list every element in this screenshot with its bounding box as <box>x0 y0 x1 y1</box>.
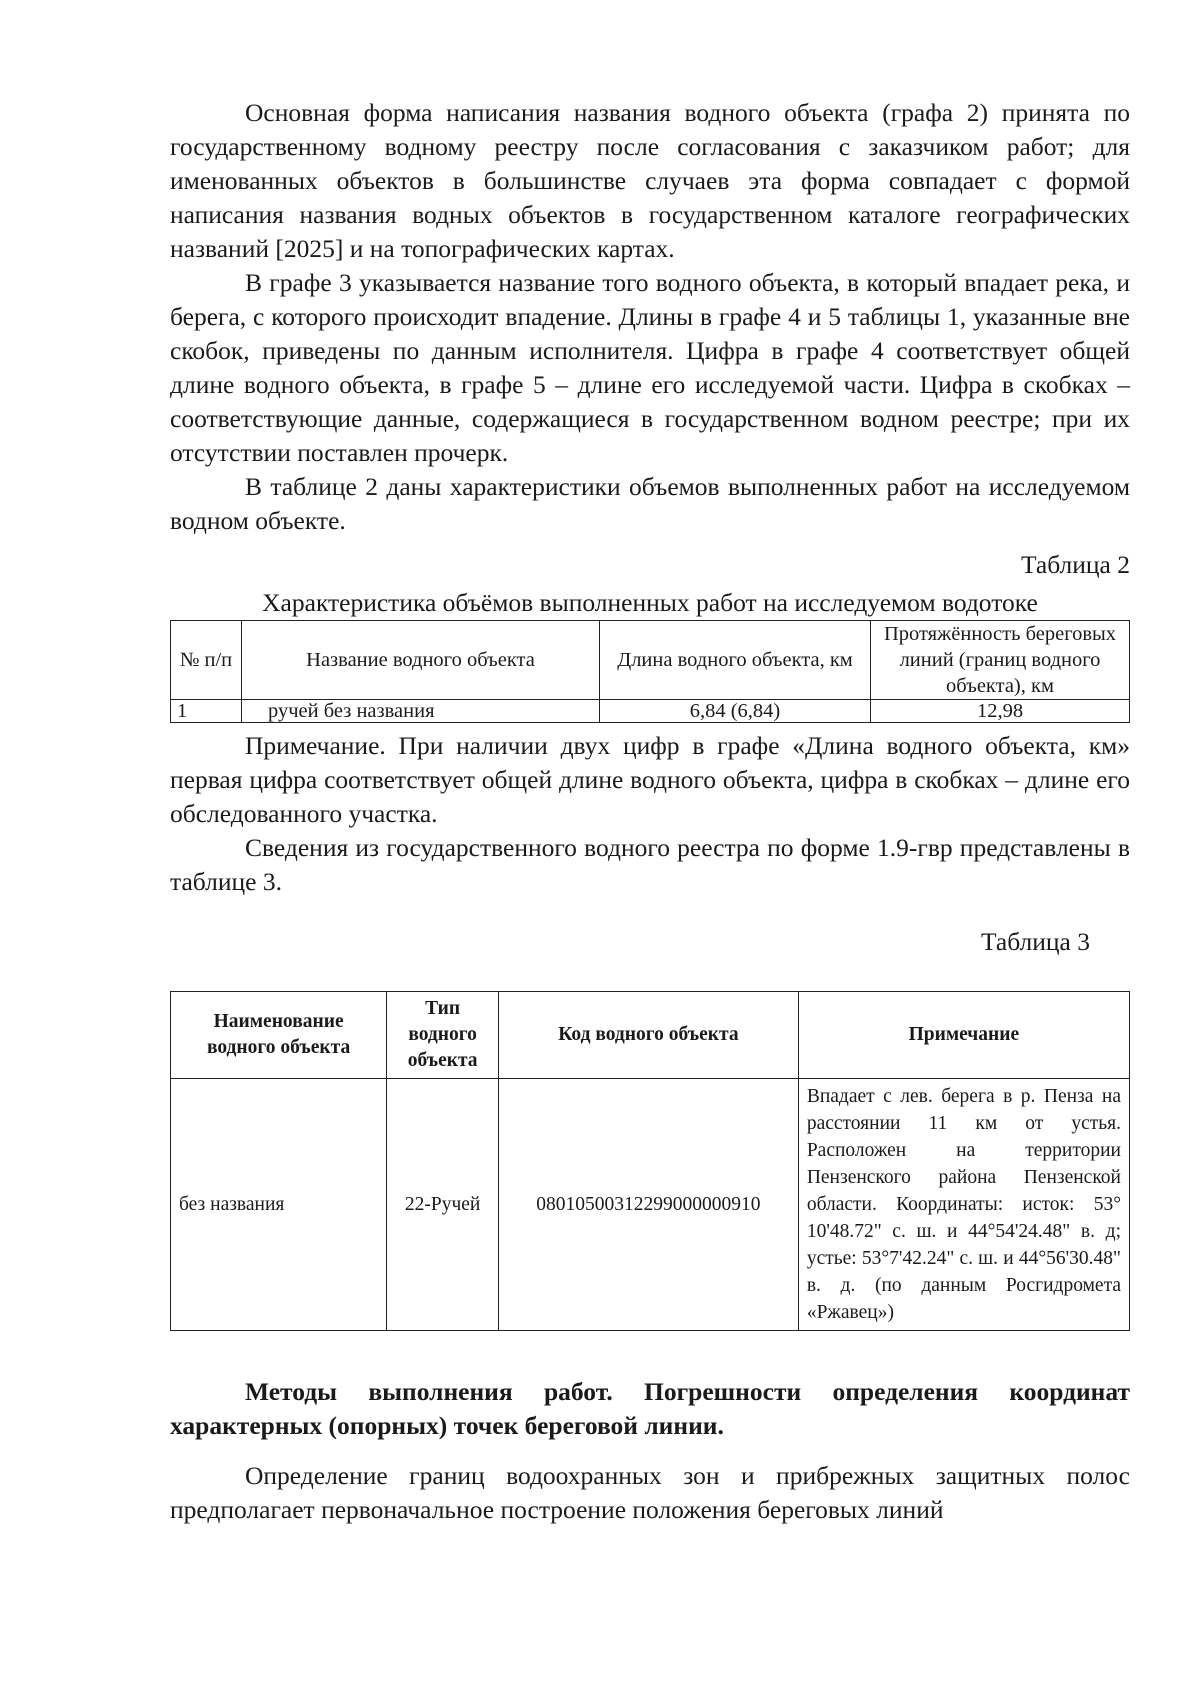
table-2-header-length: Длина водного объекта, км <box>600 621 871 700</box>
paragraph-1: Основная форма написания названия водного объекта (графа 2) принята по государственному водному реестру после согласования с заказчиком работ; для именованных объектов в большинстве случаев эта форма совпадает с формой написания названия водных объектов в государственном каталоге географических названий [2025] и на топографических картах. <box>170 98 1130 263</box>
table-3-label: Таблица 3 <box>980 927 1090 956</box>
section-heading: Методы выполнения работ. Погрешности определения координат характерных (опорных) точек береговой линии. <box>170 1377 1130 1440</box>
table-3-header-note: Примечание <box>798 992 1129 1079</box>
table-3-header-name: Наименование водного объекта <box>171 992 387 1079</box>
table-3-cell-code: 08010500312299000000910 <box>499 1079 799 1331</box>
table-3-header-code: Код водного объекта <box>499 992 799 1079</box>
paragraph-3: В таблице 2 даны характеристики объемов выполненных работ на исследуемом водном объекте. <box>170 472 1130 535</box>
table-2-cell-name: ручей без названия <box>242 700 600 723</box>
table-3-cell-name: без названия <box>171 1079 387 1331</box>
table-3-cell-type: 22-Ручей <box>387 1079 499 1331</box>
closing-paragraph: Определение границ водоохранных зон и прибрежных защитных полос предполагает первоначальное построение положения береговых линий <box>170 1461 1130 1524</box>
table-3 <box>170 991 1130 1331</box>
table-2-cell-num: 1 <box>171 700 242 723</box>
table-2-header-name: Название водного объекта <box>242 621 600 700</box>
table-2-cell-length: 6,84 (6,84) <box>600 700 871 723</box>
document-page <box>170 96 1130 1527</box>
table-2-header-row <box>171 621 1130 700</box>
table-2-note: Примечание. При наличии двух цифр в графе «Длина водного объекта, км» первая цифра соответствует общей длине водного объекта, цифра в скобках – длине его обследованного участка. <box>170 731 1130 828</box>
table-2-header-num: № п/п <box>171 621 242 700</box>
table-3-cell-note: Впадает с лев. берега в р. Пенза на расстоянии 11 км от устья. Расположен на территории Пензенского района Пензенской области. Координаты: исток: 53° 10'48.72" с. ш. и 44°54'24.48" в. д; устье: 53°7'42.24" с. ш. и 44°56'30.48" в. д. (по данным Росгидромета «Ржавец») <box>798 1079 1129 1331</box>
table-2-label: Таблица 2 <box>1020 550 1130 579</box>
table-row <box>171 1079 1130 1331</box>
table-2-header-shore: Протяжённость береговых линий (границ водного объекта), км <box>871 621 1130 700</box>
paragraph-4: Сведения из государственного водного реестра по форме 1.9-гвр представлены в таблице 3. <box>170 833 1130 896</box>
paragraph-2: В графе 3 указывается название того водного объекта, в который впадает река, и берега, с которого происходит впадение. Длины в графе 4 и 5 таблицы 1, указанные вне скобок, приведены по данным исполнителя. Цифра в графе 4 соответствует общей длине водного объекта, в графе 5 – длине его исследуемой части. Цифра в скобках – соответствующие данные, содержащиеся в государственном водном реестре; при их отсутствии поставлен прочерк. <box>170 268 1130 467</box>
table-2-cell-shore: 12,98 <box>871 700 1130 723</box>
table-2-caption: Характеристика объёмов выполненных работ на исследуемом водотоке <box>262 588 1038 617</box>
table-3-header-type: Тип водного объекта <box>387 992 499 1079</box>
table-row <box>171 700 1130 723</box>
table-3-header-row <box>171 992 1130 1079</box>
table-2 <box>170 620 1130 723</box>
